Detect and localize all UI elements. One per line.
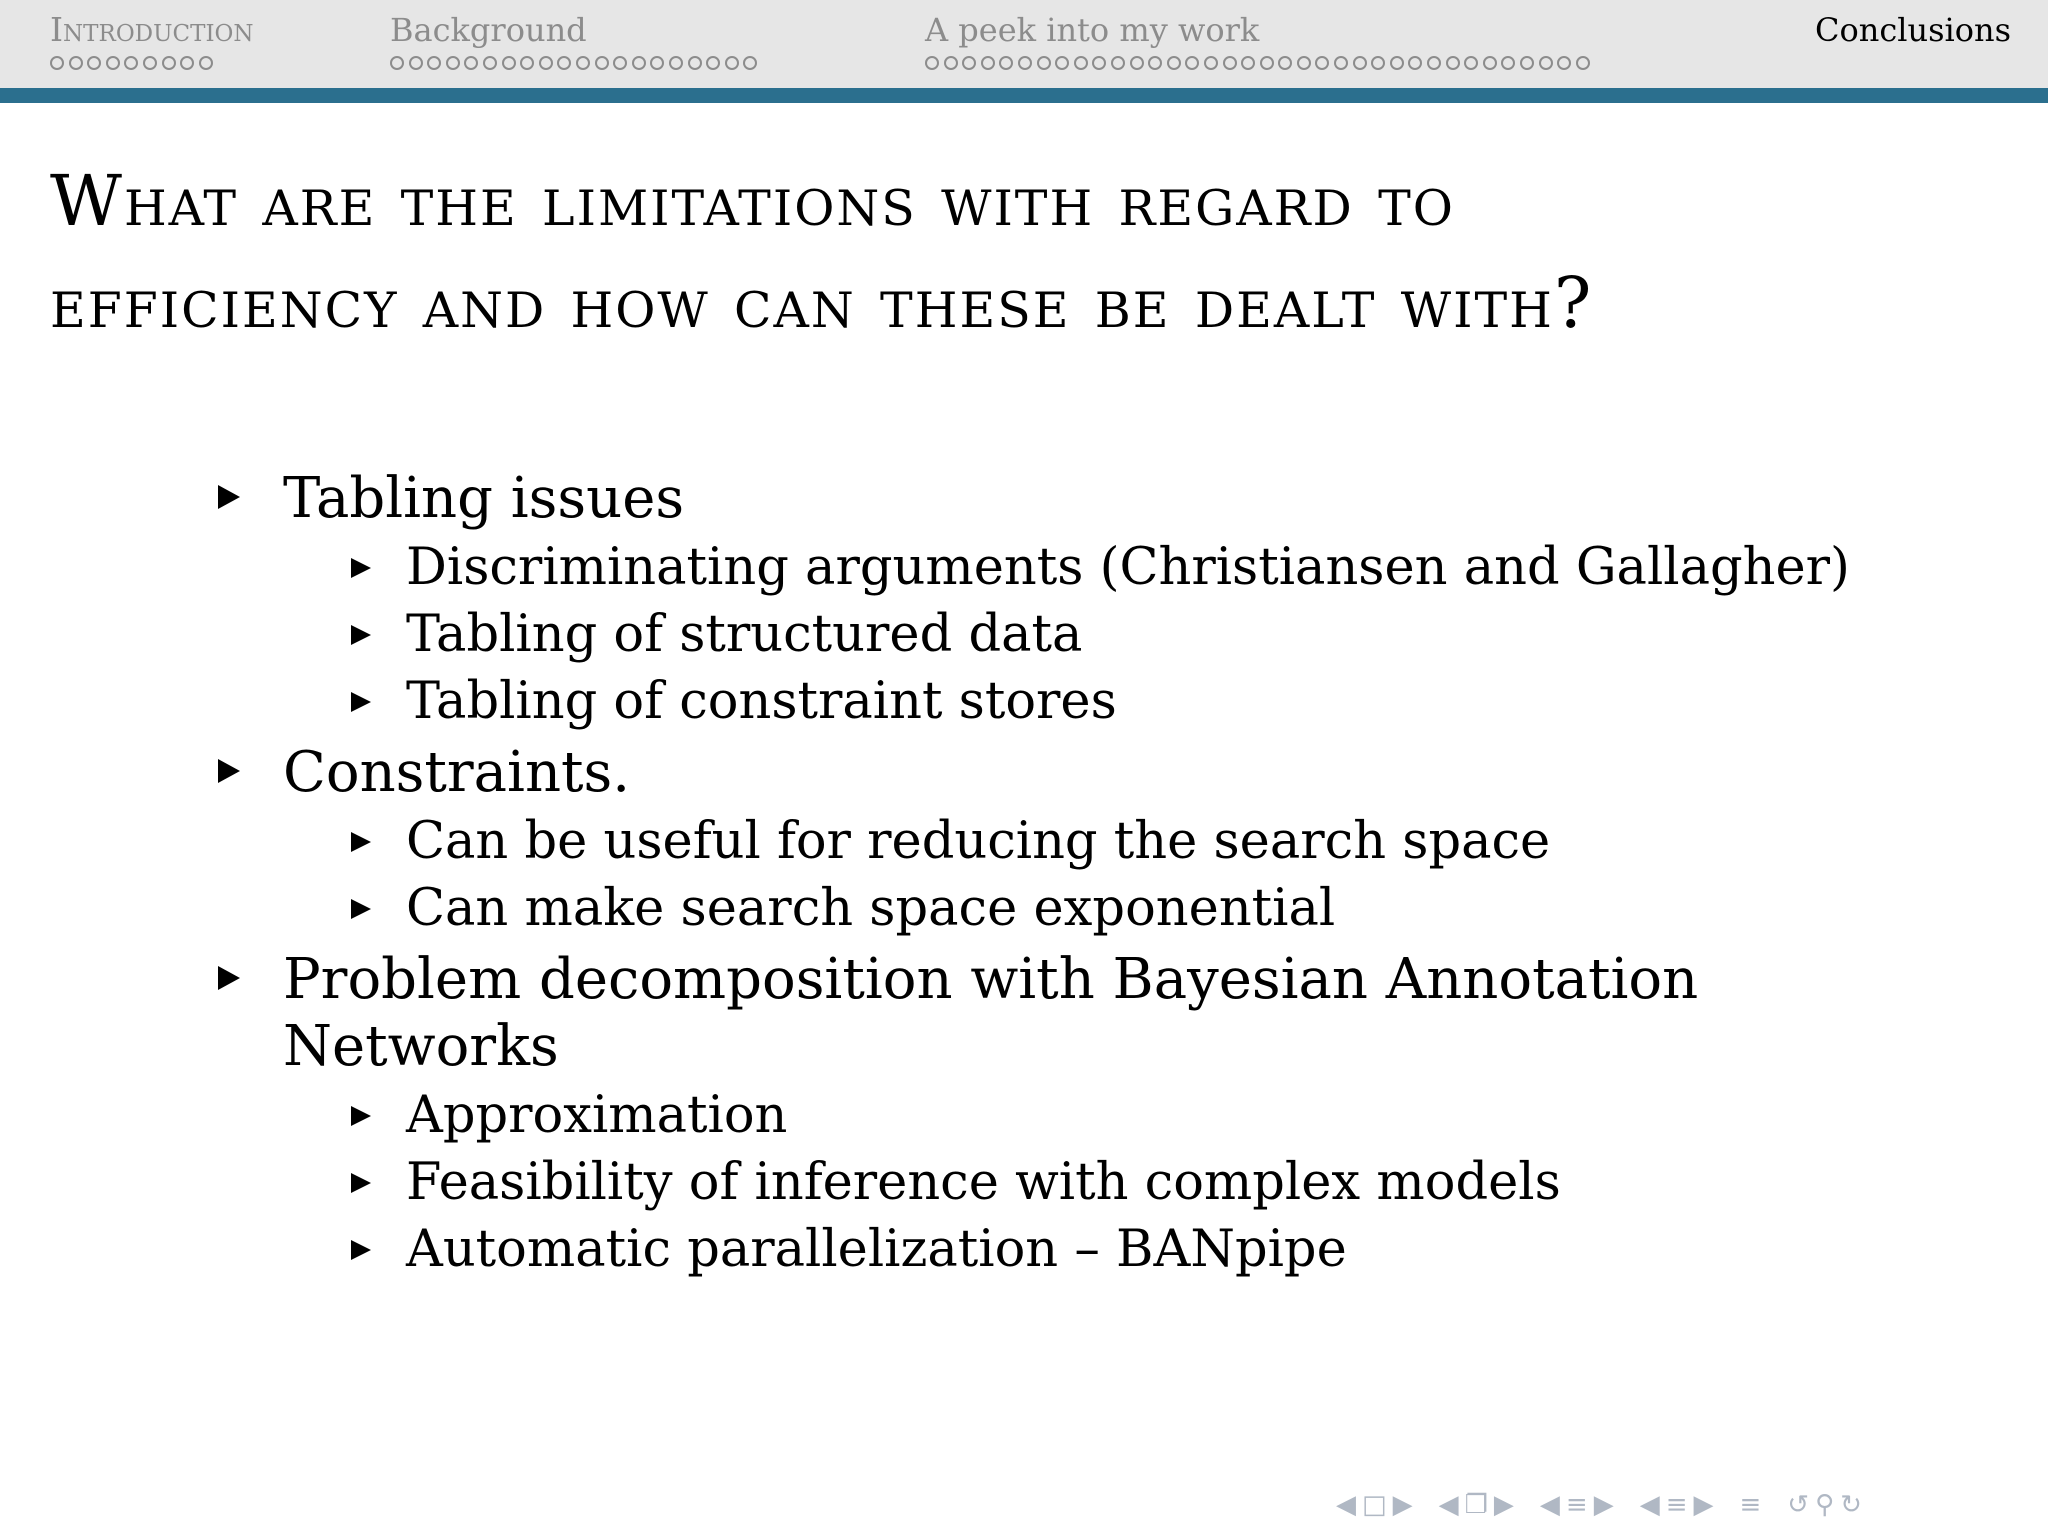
- next-arrow-icon[interactable]: ▶: [1392, 1490, 1413, 1520]
- next-arrow-icon[interactable]: ▶: [1693, 1490, 1714, 1520]
- frame-dot-icon[interactable]: [1074, 56, 1088, 70]
- prev-arrow-icon[interactable]: ◀: [1639, 1490, 1660, 1520]
- frame-dot-icon[interactable]: [180, 56, 194, 70]
- nav-section-conclusions[interactable]: [1815, 8, 2011, 52]
- frame-dot-icon[interactable]: [124, 56, 138, 70]
- frame-dot-icon[interactable]: [981, 56, 995, 70]
- list-item: [0, 739, 1833, 806]
- triangle-bullet-icon: [351, 625, 371, 645]
- frame-dot-icon[interactable]: [1315, 56, 1329, 70]
- frame-dot-icon[interactable]: [944, 56, 958, 70]
- frame-dot-icon[interactable]: [1111, 56, 1125, 70]
- frame-dot-icon[interactable]: [669, 56, 683, 70]
- section-icon[interactable]: ≡: [1565, 1490, 1588, 1520]
- frame-dot-icon[interactable]: [1501, 56, 1515, 70]
- list-item: [0, 946, 1783, 1080]
- frame-dot-icon[interactable]: [520, 56, 534, 70]
- frame-dot-icon[interactable]: [409, 56, 423, 70]
- frame-dot-icon[interactable]: [725, 56, 739, 70]
- frame-dot-icon[interactable]: [1223, 56, 1237, 70]
- slide-content: [0, 465, 2048, 1287]
- navbar-divider: [0, 88, 2048, 103]
- frame-dot-icon[interactable]: [1427, 56, 1441, 70]
- sublist-item: [0, 1149, 2006, 1216]
- frame-dot-icon[interactable]: [1092, 56, 1106, 70]
- frame-dot-icon[interactable]: [390, 56, 404, 70]
- frame-dot-icon[interactable]: [1018, 56, 1032, 70]
- search-icon[interactable]: ⚲: [1815, 1490, 1835, 1520]
- back-icon[interactable]: ↺: [1787, 1490, 1810, 1520]
- triangle-bullet-icon: [351, 1240, 371, 1260]
- triangle-bullet-icon: [351, 692, 371, 712]
- frame-dot-icon[interactable]: [483, 56, 497, 70]
- frame-dot-icon[interactable]: [557, 56, 571, 70]
- frame-dot-icon[interactable]: [1167, 56, 1181, 70]
- sublist-item: [0, 808, 2006, 875]
- nav-dots-background: [390, 56, 757, 70]
- beamer-navigation-symbols: [1336, 1490, 1862, 1520]
- frame-dot-icon[interactable]: [1260, 56, 1274, 70]
- frame-dot-icon[interactable]: [1241, 56, 1255, 70]
- document-icon[interactable]: ≡: [1739, 1490, 1762, 1520]
- nav-section-introduction[interactable]: [50, 8, 254, 70]
- frame-dot-icon[interactable]: [427, 56, 441, 70]
- list-item-text: Tabling issues: [283, 466, 685, 531]
- frame-dot-icon[interactable]: [962, 56, 976, 70]
- frame-dot-icon[interactable]: [464, 56, 478, 70]
- frame-dot-icon[interactable]: [1334, 56, 1348, 70]
- frame-dot-icon[interactable]: [502, 56, 516, 70]
- nav-section-peek[interactable]: [925, 8, 1590, 70]
- prev-arrow-icon[interactable]: ◀: [1438, 1490, 1459, 1520]
- prev-arrow-icon[interactable]: ◀: [1336, 1490, 1356, 1520]
- frame-dot-icon[interactable]: [706, 56, 720, 70]
- frame-dot-icon[interactable]: [1371, 56, 1385, 70]
- frame-dot-icon[interactable]: [1130, 56, 1144, 70]
- nav-title-conclusions[interactable]: Conclusions: [1815, 11, 2012, 49]
- sublist-item-text: Automatic parallelization – BANpipe: [406, 1220, 1347, 1279]
- frame-dot-icon[interactable]: [1037, 56, 1051, 70]
- frame-dot-icon[interactable]: [999, 56, 1013, 70]
- frame-dot-icon[interactable]: [1055, 56, 1069, 70]
- slide-title: [50, 150, 2010, 354]
- frame-dot-icon[interactable]: [1278, 56, 1292, 70]
- sublist-item-text: Feasibility of inference with complex models: [406, 1153, 1561, 1212]
- frame-dot-icon[interactable]: [87, 56, 101, 70]
- frame-dot-icon[interactable]: [1464, 56, 1478, 70]
- forward-icon[interactable]: ↻: [1840, 1490, 1862, 1520]
- sublist-item: [0, 875, 2006, 942]
- slide-title-line-2: efficiency and how can these be dealt with?: [50, 262, 1594, 344]
- frame-dot-icon[interactable]: [539, 56, 553, 70]
- frame-dot-icon[interactable]: [688, 56, 702, 70]
- frame-dot-icon[interactable]: [1148, 56, 1162, 70]
- next-arrow-icon[interactable]: ▶: [1493, 1490, 1514, 1520]
- frame-dot-icon[interactable]: [1204, 56, 1218, 70]
- sublist-item-text: Tabling of constraint stores: [406, 672, 1117, 731]
- frame-dot-icon[interactable]: [595, 56, 609, 70]
- frame-dot-icon[interactable]: [1446, 56, 1460, 70]
- nav-title-background[interactable]: Background: [390, 11, 587, 49]
- sublist-item: [0, 1082, 2006, 1149]
- nav-section-background[interactable]: [390, 8, 757, 70]
- sublist-item: [0, 668, 2006, 735]
- sublist: [0, 808, 2048, 942]
- triangle-bullet-icon: [218, 485, 240, 509]
- list-item-text: Constraints.: [283, 740, 631, 805]
- frame-dot-icon[interactable]: [650, 56, 664, 70]
- frame-dot-icon[interactable]: [1185, 56, 1199, 70]
- sublist-item: [0, 1216, 2006, 1283]
- frame-dot-icon[interactable]: [632, 56, 646, 70]
- nav-dots-peek: [925, 56, 1590, 70]
- sublist-item-text: Can make search space exponential: [406, 879, 1336, 938]
- triangle-bullet-icon: [351, 1106, 371, 1126]
- nav-dots-introduction: [50, 56, 254, 70]
- subsection-icon[interactable]: ❐: [1464, 1490, 1488, 1520]
- frame-dot-icon[interactable]: [446, 56, 460, 70]
- triangle-bullet-icon: [218, 759, 240, 783]
- list-item: [0, 465, 1833, 532]
- triangle-bullet-icon: [351, 899, 371, 919]
- sublist-item-text: Discriminating arguments (Christiansen and Gallagher): [406, 538, 1850, 597]
- frame-dot-icon[interactable]: [1576, 56, 1590, 70]
- frame-dot-icon[interactable]: [162, 56, 176, 70]
- sublist-item-text: Tabling of structured data: [406, 605, 1083, 664]
- sublist-item: [0, 601, 2006, 668]
- triangle-bullet-icon: [218, 966, 240, 990]
- frame-dot-icon[interactable]: [743, 56, 757, 70]
- frame-dot-icon[interactable]: [576, 56, 590, 70]
- sublist-item-text: Can be useful for reducing the search space: [406, 812, 1551, 871]
- nav-title-introduction[interactable]: Introduction: [50, 10, 254, 49]
- slide-title-line-1: What are the limitations with regard to: [50, 160, 1455, 242]
- navigation-bar: [0, 0, 2048, 88]
- sublist: [0, 1082, 2048, 1283]
- frame-dot-icon[interactable]: [925, 56, 939, 70]
- sublist-item: [0, 534, 2006, 601]
- triangle-bullet-icon: [351, 832, 371, 852]
- frame-dot-icon[interactable]: [1483, 56, 1497, 70]
- sublist-item-text: Approximation: [406, 1086, 788, 1145]
- triangle-bullet-icon: [351, 558, 371, 578]
- frame-dot-icon[interactable]: [69, 56, 83, 70]
- triangle-bullet-icon: [351, 1173, 371, 1193]
- frame-dot-icon[interactable]: [199, 56, 213, 70]
- sublist: [0, 534, 2048, 735]
- frame-dot-icon[interactable]: [1557, 56, 1571, 70]
- frame-dot-icon[interactable]: [1390, 56, 1404, 70]
- section-icon[interactable]: ≡: [1665, 1490, 1688, 1520]
- frame-dot-icon[interactable]: [106, 56, 120, 70]
- frame-icon[interactable]: □: [1362, 1490, 1387, 1520]
- frame-dot-icon[interactable]: [143, 56, 157, 70]
- nav-title-peek[interactable]: A peek into my work: [925, 11, 1260, 49]
- frame-dot-icon[interactable]: [1297, 56, 1311, 70]
- next-arrow-icon[interactable]: ▶: [1593, 1490, 1614, 1520]
- list-item-text: Problem decomposition with Bayesian Annotation Networks: [283, 947, 1699, 1079]
- frame-dot-icon[interactable]: [1408, 56, 1422, 70]
- frame-dot-icon[interactable]: [1539, 56, 1553, 70]
- frame-dot-icon[interactable]: [50, 56, 64, 70]
- prev-arrow-icon[interactable]: ◀: [1539, 1490, 1560, 1520]
- frame-dot-icon[interactable]: [613, 56, 627, 70]
- frame-dot-icon[interactable]: [1353, 56, 1367, 70]
- frame-dot-icon[interactable]: [1520, 56, 1534, 70]
